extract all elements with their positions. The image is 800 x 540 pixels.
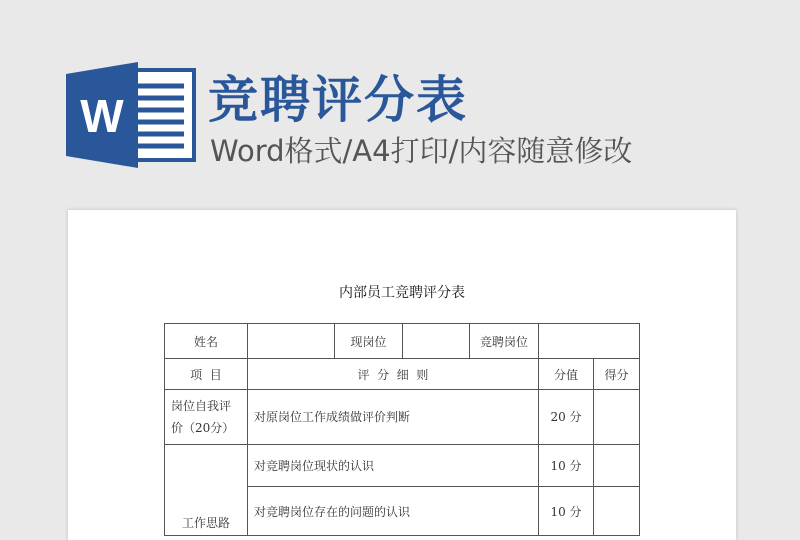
document-page	[68, 210, 736, 540]
header-score: 得分	[594, 359, 640, 390]
banner-subtitle: Word格式/A4打印/内容随意修改	[210, 134, 633, 168]
header-item: 项 目	[165, 359, 248, 390]
points-cell: 10 分	[539, 487, 594, 536]
rule-cell: 对竞聘岗位存在的问题的认识	[248, 487, 539, 536]
score-cell[interactable]	[594, 487, 640, 536]
score-cell[interactable]	[594, 390, 640, 445]
rule-cell: 对竞聘岗位现状的认识	[248, 445, 539, 487]
document-title: 内部员工竞聘评分表	[339, 285, 465, 301]
current-post-value-cell[interactable]	[403, 324, 470, 359]
table-row	[165, 324, 640, 359]
rule-cell: 对原岗位工作成绩做评价判断	[248, 390, 539, 445]
current-post-label: 现岗位	[335, 324, 403, 359]
header-points: 分值	[539, 359, 594, 390]
target-post-value-cell[interactable]	[539, 324, 640, 359]
target-post-label: 竞聘岗位	[470, 324, 539, 359]
word-logo-icon	[66, 62, 196, 168]
name-label: 姓名	[165, 324, 248, 359]
header-rules: 评 分 细 则	[248, 359, 539, 390]
points-cell: 10 分	[539, 445, 594, 487]
table-row	[165, 390, 640, 445]
score-table	[164, 323, 640, 536]
logo-letter: W	[80, 90, 124, 142]
score-cell[interactable]	[594, 445, 640, 487]
name-value-cell[interactable]	[248, 324, 335, 359]
table-header-row	[165, 359, 640, 390]
category-cell: 工作思路	[165, 445, 248, 536]
points-cell: 20 分	[539, 390, 594, 445]
banner	[0, 0, 800, 200]
banner-title: 竞聘评分表	[208, 71, 468, 129]
category-cell: 岗位自我评价（20分）	[165, 390, 248, 445]
table-row	[165, 445, 640, 487]
